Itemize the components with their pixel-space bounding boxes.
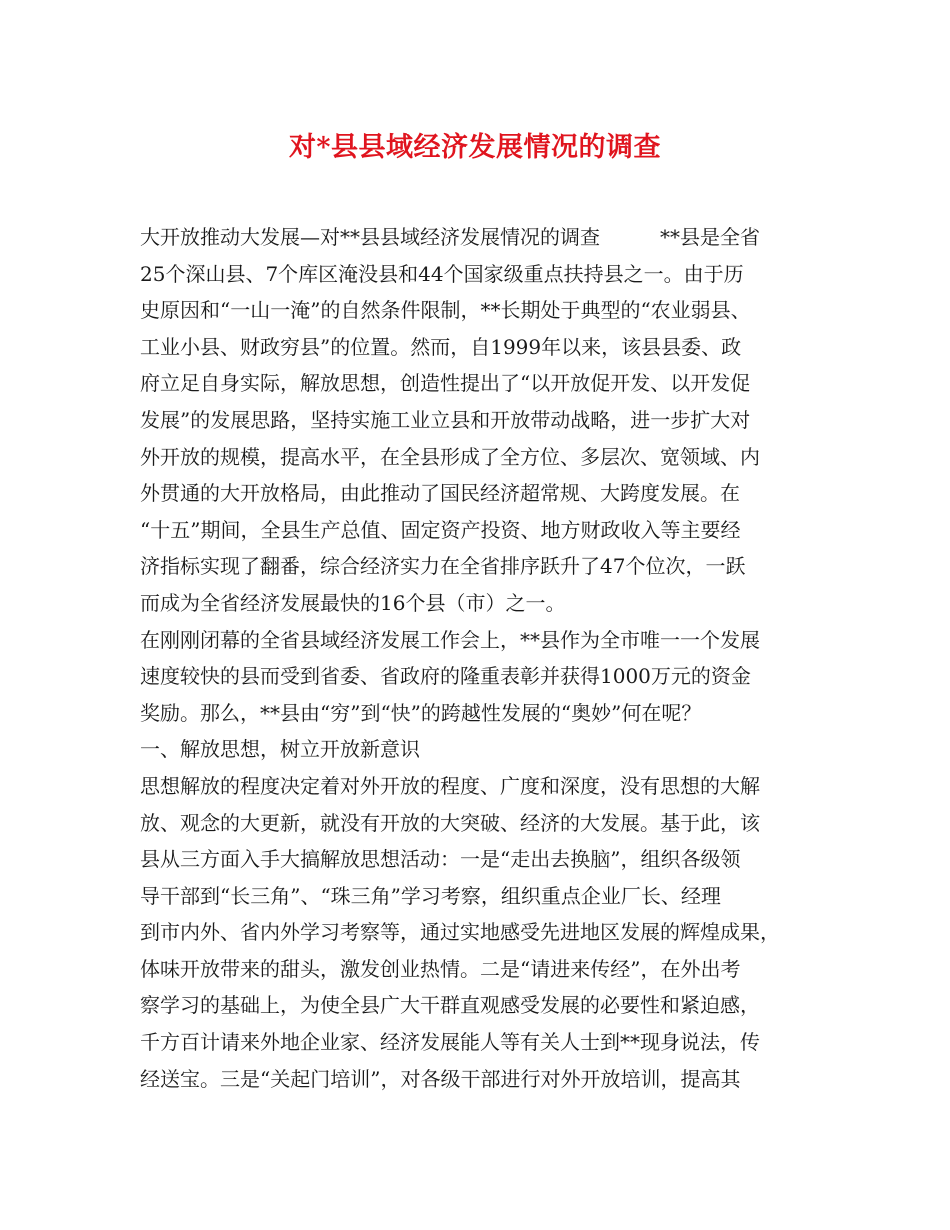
body-text-line: 大开放推动大发展—对**县县域经济发展情况的调查 **县是全省 xyxy=(140,225,760,249)
body-text-line: 工业小县、财政穷县”的位置。然而，自1999年以来，该县县委、政 xyxy=(140,334,742,359)
body-text-line: “十五”期间，全县生产总值、固定资产投资、地方财政收入等主要经 xyxy=(140,517,741,542)
body-text-line: 25个深山县、7个库区淹没县和44个国家级重点扶持县之一。由于历 xyxy=(140,261,744,286)
body-text-line: 体味开放带来的甜头，激发创业热情。二是“请进来传经”，在外出考 xyxy=(140,956,741,981)
body-text-line: 速度较快的县而受到省委、省政府的隆重表彰并获得1000万元的资金 xyxy=(140,664,751,689)
body-text-line: 外开放的规模，提高水平，在全县形成了全方位、多层次、宽领域、内 xyxy=(140,444,760,469)
body-text-line: 县从三方面入手大搞解放思想活动：一是“走出去换脑”，组织各级领 xyxy=(140,847,741,872)
body-text-line: 一、解放思想，树立开放新意识 xyxy=(140,737,420,762)
body-text-line: 发展”的发展思路，坚持实施工业立县和开放带动战略，进一步扩大对 xyxy=(140,407,751,432)
body-text-line: 思想解放的程度决定着对外开放的程度、广度和深度，没有思想的大解 xyxy=(140,773,760,798)
body-text-line: 千方百计请来外地企业家、经济发展能人等有关人士到**现身说法，传 xyxy=(140,1030,760,1055)
body-text-line: 察学习的基础上，为使全县广大干群直观感受发展的必要性和紧迫感， xyxy=(140,993,760,1018)
body-text-line: 导干部到“长三角”、“珠三角”学习考察，组织重点企业厂长、经理 xyxy=(140,883,721,908)
body-text-line: 外贯通的大开放格局，由此推动了国民经济超常规、大跨度发展。在 xyxy=(140,481,740,506)
body-text-line: 经送宝。三是“关起门培训”，对各级干部进行对外开放培训，提高其 xyxy=(140,1066,741,1091)
body-text-line: 济指标实现了翻番，综合经济实力在全省排序跃升了47个位次，一跃 xyxy=(140,554,746,579)
body-text-line: 放、观念的大更新，就没有开放的大突破、经济的大发展。基于此，该 xyxy=(140,810,760,835)
body-text-line: 奖励。那么，**县由“穷”到“快”的跨越性发展的“奥妙”何在呢？ xyxy=(140,700,702,725)
document-body xyxy=(140,219,840,1097)
body-text-line: 而成为全省经济发展最快的16个县（市）之一。 xyxy=(140,590,566,615)
body-text-line: 史原因和“一山一淹”的自然条件限制，**长期处于典型的“农业弱县、 xyxy=(140,298,751,323)
body-text-line: 在刚刚闭幕的全省县域经济发展工作会上，**县作为全市唯一一个发展 xyxy=(140,627,760,652)
body-text-line: 府立足自身实际，解放思想，创造性提出了“以开放促开发、以开发促 xyxy=(140,371,751,396)
body-text-line: 到市内外、省内外学习考察等，通过实地感受先进地区发展的辉煌成果， xyxy=(140,920,780,945)
document-title: 对*县县域经济发展情况的调查 xyxy=(288,132,662,163)
